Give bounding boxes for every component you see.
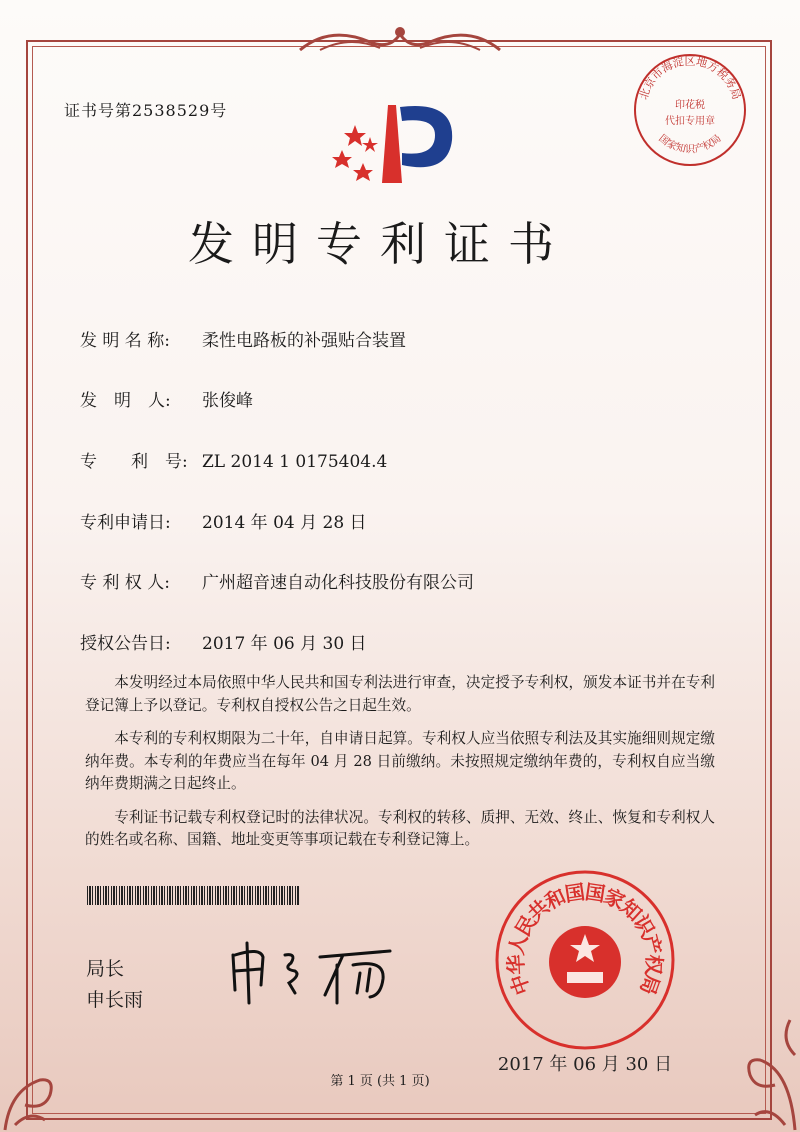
- field-patentee: 专 利 权 人: 广州超音速自动化科技股份有限公司: [80, 573, 474, 593]
- tax-stamp-ring-top: 北京市海淀区地方税务局: [636, 54, 744, 102]
- corner-ornament-left: [0, 1050, 60, 1132]
- director-title: 局长: [86, 958, 125, 980]
- barcode: [87, 886, 300, 905]
- director-name: 申长雨: [86, 989, 144, 1011]
- paragraph: 本专利的专利权期限为二十年，自申请日起算。专利权人应当依照专利法及其实施细则规定缴纳年费。本专利的年费应当在每年 04 月 28 日前缴纳。未按照规定缴纳年费的，专利权自应当缴纳年费期满之日起终止。: [85, 730, 715, 792]
- page-title: 发明专利证书: [188, 217, 572, 271]
- paragraph: 专利证书记载专利权登记时的法律状况。专利权的转移、质押、无效、终止、恢复和专利权人的姓名或名称、国籍、地址变更等事项记载在专利登记簿上。: [85, 808, 715, 848]
- patent-office-logo: [330, 95, 460, 190]
- tax-stamp-ring-bottom: 国家知识产权局: [656, 133, 724, 156]
- certificate-body: [85, 672, 715, 863]
- tax-stamp: [630, 50, 750, 170]
- official-seal: [485, 866, 685, 1076]
- field-inventor: 发 明 人: 张俊峰: [80, 391, 253, 411]
- tax-stamp-line2: 代扣专用章: [665, 116, 715, 127]
- field-grant-date: 授权公告日: 2017 年 06 月 30 日: [80, 634, 367, 654]
- svg-text:北京市海淀区地方税务局: [637, 54, 743, 101]
- top-ornament: [290, 20, 510, 60]
- director-signature: [225, 935, 405, 1005]
- tax-stamp-line1: 印花税: [675, 100, 705, 111]
- official-seal-ring-text: 中华人民共和国国家知识产权局: [503, 879, 667, 999]
- field-invention-name: 发 明 名 称: 柔性电路板的补强贴合装置: [80, 331, 406, 351]
- official-seal-date: 2017 年 06 月 30 日: [497, 1054, 673, 1075]
- page-footer: 第 1 页 (共 1 页): [330, 1074, 430, 1089]
- certificate-number: 证书号第2538529号: [64, 101, 228, 120]
- field-application-date: 专利申请日: 2014 年 04 月 28 日: [80, 513, 367, 533]
- national-emblem-icon: [549, 926, 621, 998]
- svg-text:国家知识产权局: [656, 132, 723, 155]
- paragraph: 本发明经过本局依照中华人民共和国专利法进行审查，决定授予专利权，颁发本证书并在专利登记簿上予以登记。专利权自授权公告之日起生效。: [85, 674, 715, 714]
- field-patent-number: 专 利 号: ZL 2014 1 0175404.4: [80, 452, 388, 472]
